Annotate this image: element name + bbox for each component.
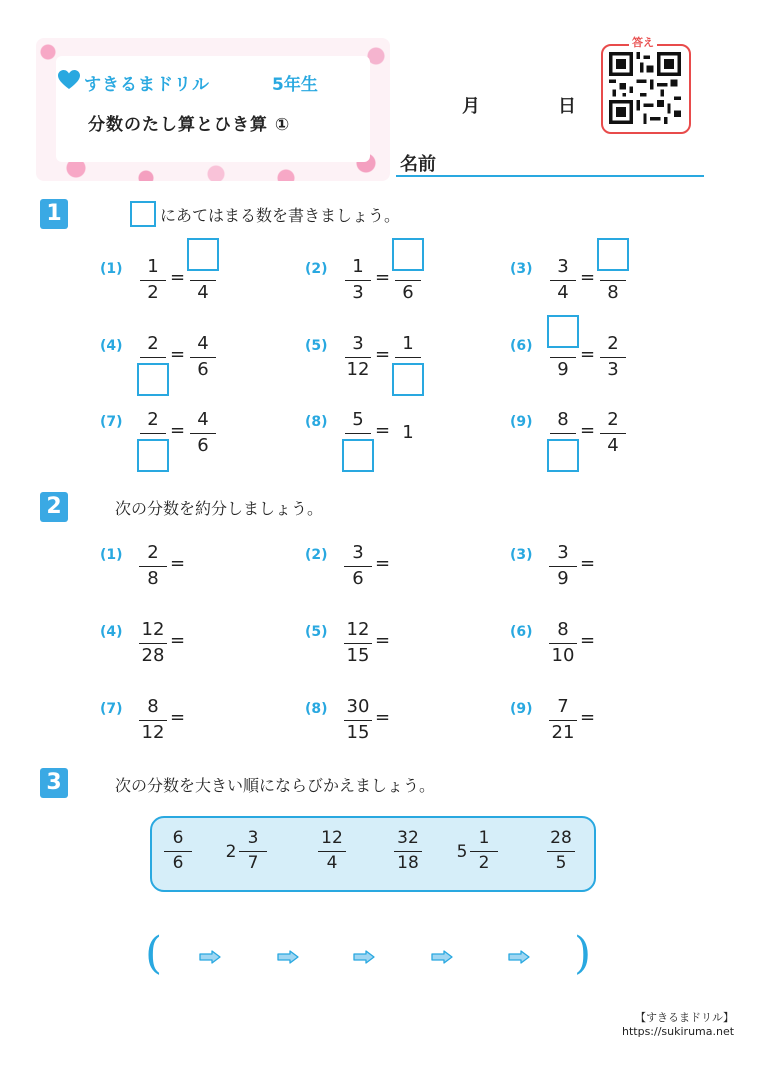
mixed-whole-part: 2 (225, 842, 237, 862)
brand-name: すきるまドリル (84, 75, 210, 95)
mixed-whole-part: 5 (456, 842, 468, 862)
fraction-denominator: 9 (557, 568, 569, 589)
section-1-badge: 1 (40, 199, 68, 229)
section-3-instruction: 次の分数を大きい順にならびかえましょう。 (115, 776, 436, 795)
fraction-numerator: 3 (557, 256, 569, 277)
equals-sign: = (580, 420, 596, 441)
fraction-denominator: 6 (402, 282, 414, 303)
fraction-bar (549, 566, 577, 567)
fraction-bar (549, 720, 577, 721)
equals-sign: = (170, 553, 186, 574)
fraction-bar (344, 720, 372, 721)
day-label: 日 (558, 96, 576, 117)
fraction-bar (139, 566, 167, 567)
fraction-numerator: 3 (352, 333, 364, 354)
fraction-numerator: 2 (607, 409, 619, 430)
fraction-numerator: 3 (247, 828, 259, 848)
whole-number: 1 (402, 422, 414, 443)
fraction-numerator: 7 (557, 696, 569, 717)
section-2-instruction: 次の分数を約分しましょう。 (115, 499, 324, 518)
equals-sign: = (375, 344, 391, 365)
fraction-denominator: 18 (397, 853, 419, 873)
fraction-numerator: 2 (147, 333, 159, 354)
answer-box[interactable] (597, 238, 629, 271)
fraction-denominator: 4 (607, 435, 619, 456)
fraction-bar (190, 433, 216, 434)
equals-sign: = (375, 707, 391, 728)
blank-box-symbol (130, 201, 156, 227)
fraction-bar (318, 851, 346, 852)
fraction-bar (140, 280, 166, 281)
equals-sign: = (580, 707, 596, 728)
fraction-bar (139, 643, 167, 644)
fraction-bar (394, 851, 422, 852)
fraction-denominator: 9 (557, 359, 569, 380)
answer-box[interactable] (137, 439, 169, 472)
fraction-denominator: 2 (147, 282, 159, 303)
right-arrow-icon (277, 950, 299, 964)
fraction-bar (239, 851, 267, 852)
problem-label: (3) (510, 547, 533, 563)
fraction-numerator: 8 (147, 696, 159, 717)
problem-label: (8) (305, 414, 328, 430)
answer-close-paren: ) (574, 928, 592, 979)
footer-url[interactable]: https://sukiruma.net (622, 1025, 735, 1038)
fraction-denominator: 3 (607, 359, 619, 380)
name-label: 名前 (400, 154, 436, 175)
equals-sign: = (580, 267, 596, 288)
section-3-badge: 3 (40, 768, 68, 798)
problem-label: (7) (100, 414, 123, 430)
grade-label: 5年生 (272, 75, 318, 95)
fraction-denominator: 6 (352, 568, 364, 589)
fraction-denominator: 12 (141, 722, 165, 743)
fraction-denominator: 15 (346, 645, 370, 666)
right-arrow-icon (199, 950, 221, 964)
fraction-denominator: 6 (172, 853, 184, 873)
fraction-numerator: 8 (557, 619, 569, 640)
heart-icon (58, 70, 80, 90)
problem-label: (1) (100, 261, 123, 277)
problem-label: (5) (305, 624, 328, 640)
fraction-numerator: 1 (478, 828, 490, 848)
fraction-denominator: 6 (197, 435, 209, 456)
fraction-numerator: 2 (147, 542, 159, 563)
fraction-bar (164, 851, 192, 852)
problem-label: (2) (305, 547, 328, 563)
equals-sign: = (170, 420, 186, 441)
fraction-numerator: 2 (147, 409, 159, 430)
fraction-bar (600, 280, 626, 281)
fraction-bar (345, 357, 371, 358)
fraction-denominator: 4 (326, 853, 338, 873)
fraction-bar (600, 433, 626, 434)
equals-sign: = (170, 344, 186, 365)
worksheet-title: 分数のたし算とひき算 ① (88, 115, 291, 135)
fraction-numerator: 30 (346, 696, 370, 717)
fraction-denominator: 4 (197, 282, 209, 303)
fraction-panel (150, 816, 596, 892)
right-arrow-icon (353, 950, 375, 964)
fraction-bar (547, 851, 575, 852)
answer-box[interactable] (342, 439, 374, 472)
section-1-instruction: にあてはまる数を書きましょう。 (160, 206, 401, 225)
equals-sign: = (375, 267, 391, 288)
fraction-denominator: 5 (555, 853, 567, 873)
fraction-bar (140, 433, 166, 434)
fraction-bar (190, 280, 216, 281)
right-arrow-icon (508, 950, 530, 964)
fraction-numerator: 32 (397, 828, 419, 848)
fraction-bar (600, 357, 626, 358)
fraction-bar (345, 433, 371, 434)
fraction-bar (345, 280, 371, 281)
answer-qr-code[interactable] (601, 44, 691, 134)
equals-sign: = (375, 553, 391, 574)
fraction-bar (470, 851, 498, 852)
equals-sign: = (580, 344, 596, 365)
equals-sign: = (170, 707, 186, 728)
fraction-numerator: 3 (557, 542, 569, 563)
fraction-bar (190, 357, 216, 358)
section-2-badge: 2 (40, 492, 68, 522)
fraction-denominator: 10 (551, 645, 575, 666)
fraction-numerator: 2 (607, 333, 619, 354)
answer-label: 答え (629, 34, 657, 50)
fraction-bar (550, 357, 576, 358)
fraction-bar (395, 357, 421, 358)
fraction-numerator: 28 (550, 828, 572, 848)
equals-sign: = (580, 553, 596, 574)
fraction-denominator: 6 (197, 359, 209, 380)
problem-label: (6) (510, 338, 533, 354)
problem-label: (9) (510, 701, 533, 717)
fraction-bar (550, 280, 576, 281)
fraction-numerator: 3 (352, 542, 364, 563)
problem-label: (2) (305, 261, 328, 277)
month-label: 月 (462, 96, 480, 117)
fraction-numerator: 8 (557, 409, 569, 430)
equals-sign: = (170, 630, 186, 651)
fraction-numerator: 6 (172, 828, 184, 848)
answer-box[interactable] (392, 363, 424, 396)
problem-label: (4) (100, 338, 123, 354)
problem-label: (8) (305, 701, 328, 717)
fraction-denominator: 8 (607, 282, 619, 303)
right-arrow-icon (431, 950, 453, 964)
fraction-denominator: 12 (346, 359, 370, 380)
fraction-bar (344, 566, 372, 567)
problem-label: (6) (510, 624, 533, 640)
fraction-bar (139, 720, 167, 721)
answer-box[interactable] (547, 439, 579, 472)
problem-label: (4) (100, 624, 123, 640)
fraction-numerator: 4 (197, 333, 209, 354)
fraction-denominator: 3 (352, 282, 364, 303)
fraction-numerator: 12 (321, 828, 343, 848)
answer-box[interactable] (187, 238, 219, 271)
answer-open-paren: ( (145, 928, 163, 979)
fraction-numerator: 12 (346, 619, 370, 640)
answer-box[interactable] (547, 315, 579, 348)
answer-box[interactable] (137, 363, 169, 396)
footer-brand: 【すきるまドリル】 (635, 1011, 734, 1024)
fraction-denominator: 2 (478, 853, 490, 873)
name-underline (396, 175, 704, 177)
fraction-bar (549, 643, 577, 644)
fraction-denominator: 4 (557, 282, 569, 303)
fraction-numerator: 5 (352, 409, 364, 430)
fraction-bar (395, 280, 421, 281)
fraction-denominator: 21 (551, 722, 575, 743)
fraction-denominator: 15 (346, 722, 370, 743)
fraction-bar (140, 357, 166, 358)
fraction-numerator: 12 (141, 619, 165, 640)
fraction-bar (344, 643, 372, 644)
problem-label: (7) (100, 701, 123, 717)
equals-sign: = (170, 267, 186, 288)
problem-label: (3) (510, 261, 533, 277)
fraction-numerator: 4 (197, 409, 209, 430)
fraction-numerator: 1 (402, 333, 414, 354)
equals-sign: = (580, 630, 596, 651)
equals-sign: = (375, 630, 391, 651)
fraction-denominator: 7 (247, 853, 259, 873)
qr-code-icon (609, 52, 681, 124)
fraction-bar (550, 433, 576, 434)
equals-sign: = (375, 420, 391, 441)
fraction-denominator: 8 (147, 568, 159, 589)
fraction-denominator: 28 (141, 645, 165, 666)
fraction-numerator: 1 (147, 256, 159, 277)
problem-label: (5) (305, 338, 328, 354)
fraction-numerator: 1 (352, 256, 364, 277)
answer-box[interactable] (392, 238, 424, 271)
problem-label: (1) (100, 547, 123, 563)
problem-label: (9) (510, 414, 533, 430)
